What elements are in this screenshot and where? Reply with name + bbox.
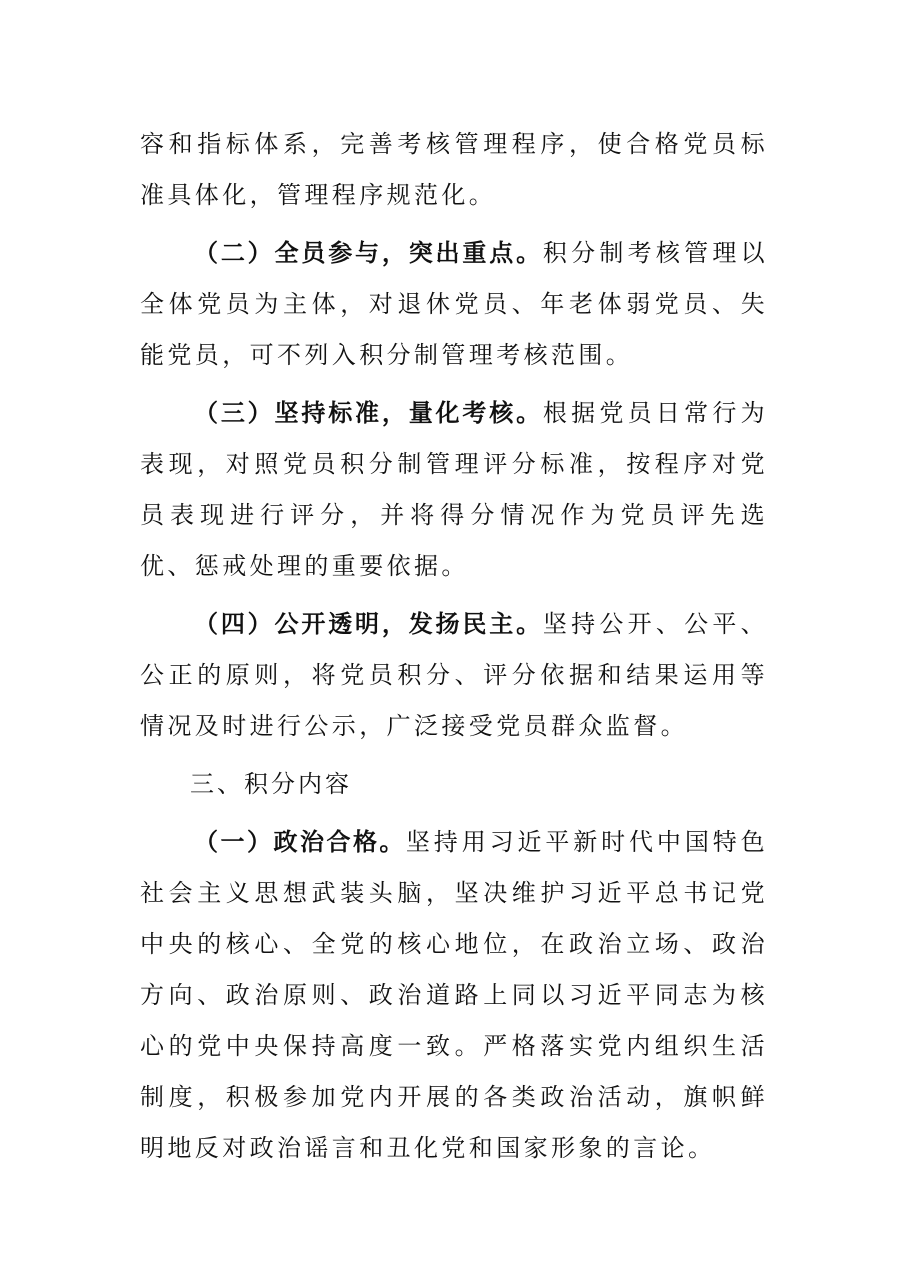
paragraph-lead: （二）全员参与，突出重点。 xyxy=(194,239,543,267)
paragraph-text: 积分制考核管理以全体党员为主体，对退休党员、年老体弱党员、失能党员，可不列入积分制管理考核范围。 xyxy=(140,239,769,369)
section-heading xyxy=(140,759,768,810)
paragraph-text: 坚持用习近平新时代中国特色社会主义思想武装头脑，坚决维护习近平总书记党中央的核心、全党的核心地位，在政治立场、政治方向、政治原则、政治道路上同以习近平同志为核心的党中央保持高度一致。严格落实党内组织生活制度，积极参加党内开展的各类政治活动，旗帜鲜明地反对政治谣言和丑化党和国家形象的言论。 xyxy=(140,828,768,1162)
document-body xyxy=(140,119,768,1181)
paragraph-text: 坚持公开、公平、公正的原则，将党员积分、评分依据和结果运用等情况及时进行公示，广泛接受党员群众监督。 xyxy=(140,610,769,740)
paragraph-political xyxy=(140,817,768,1174)
paragraph-text: 容和指标体系，完善考核管理程序，使合格党员标准具体化，管理程序规范化。 xyxy=(140,130,768,209)
paragraph-continuation xyxy=(140,119,768,221)
paragraph-standards xyxy=(140,388,768,592)
paragraph-lead: （三）坚持标准，量化考核。 xyxy=(194,399,543,427)
paragraph-text: 根据党员日常行为表现，对照党员积分制管理评分标准，按程序对党员表现进行评分，并将得分情况作为党员评先选优、惩戒处理的重要依据。 xyxy=(140,399,769,580)
paragraph-lead: （四）公开透明，发扬民主。 xyxy=(194,610,543,638)
paragraph-transparency xyxy=(140,599,768,752)
section-heading-text: 三、积分内容 xyxy=(190,770,352,798)
paragraph-full-participation xyxy=(140,228,768,381)
paragraph-lead: （一）政治合格。 xyxy=(194,828,406,856)
